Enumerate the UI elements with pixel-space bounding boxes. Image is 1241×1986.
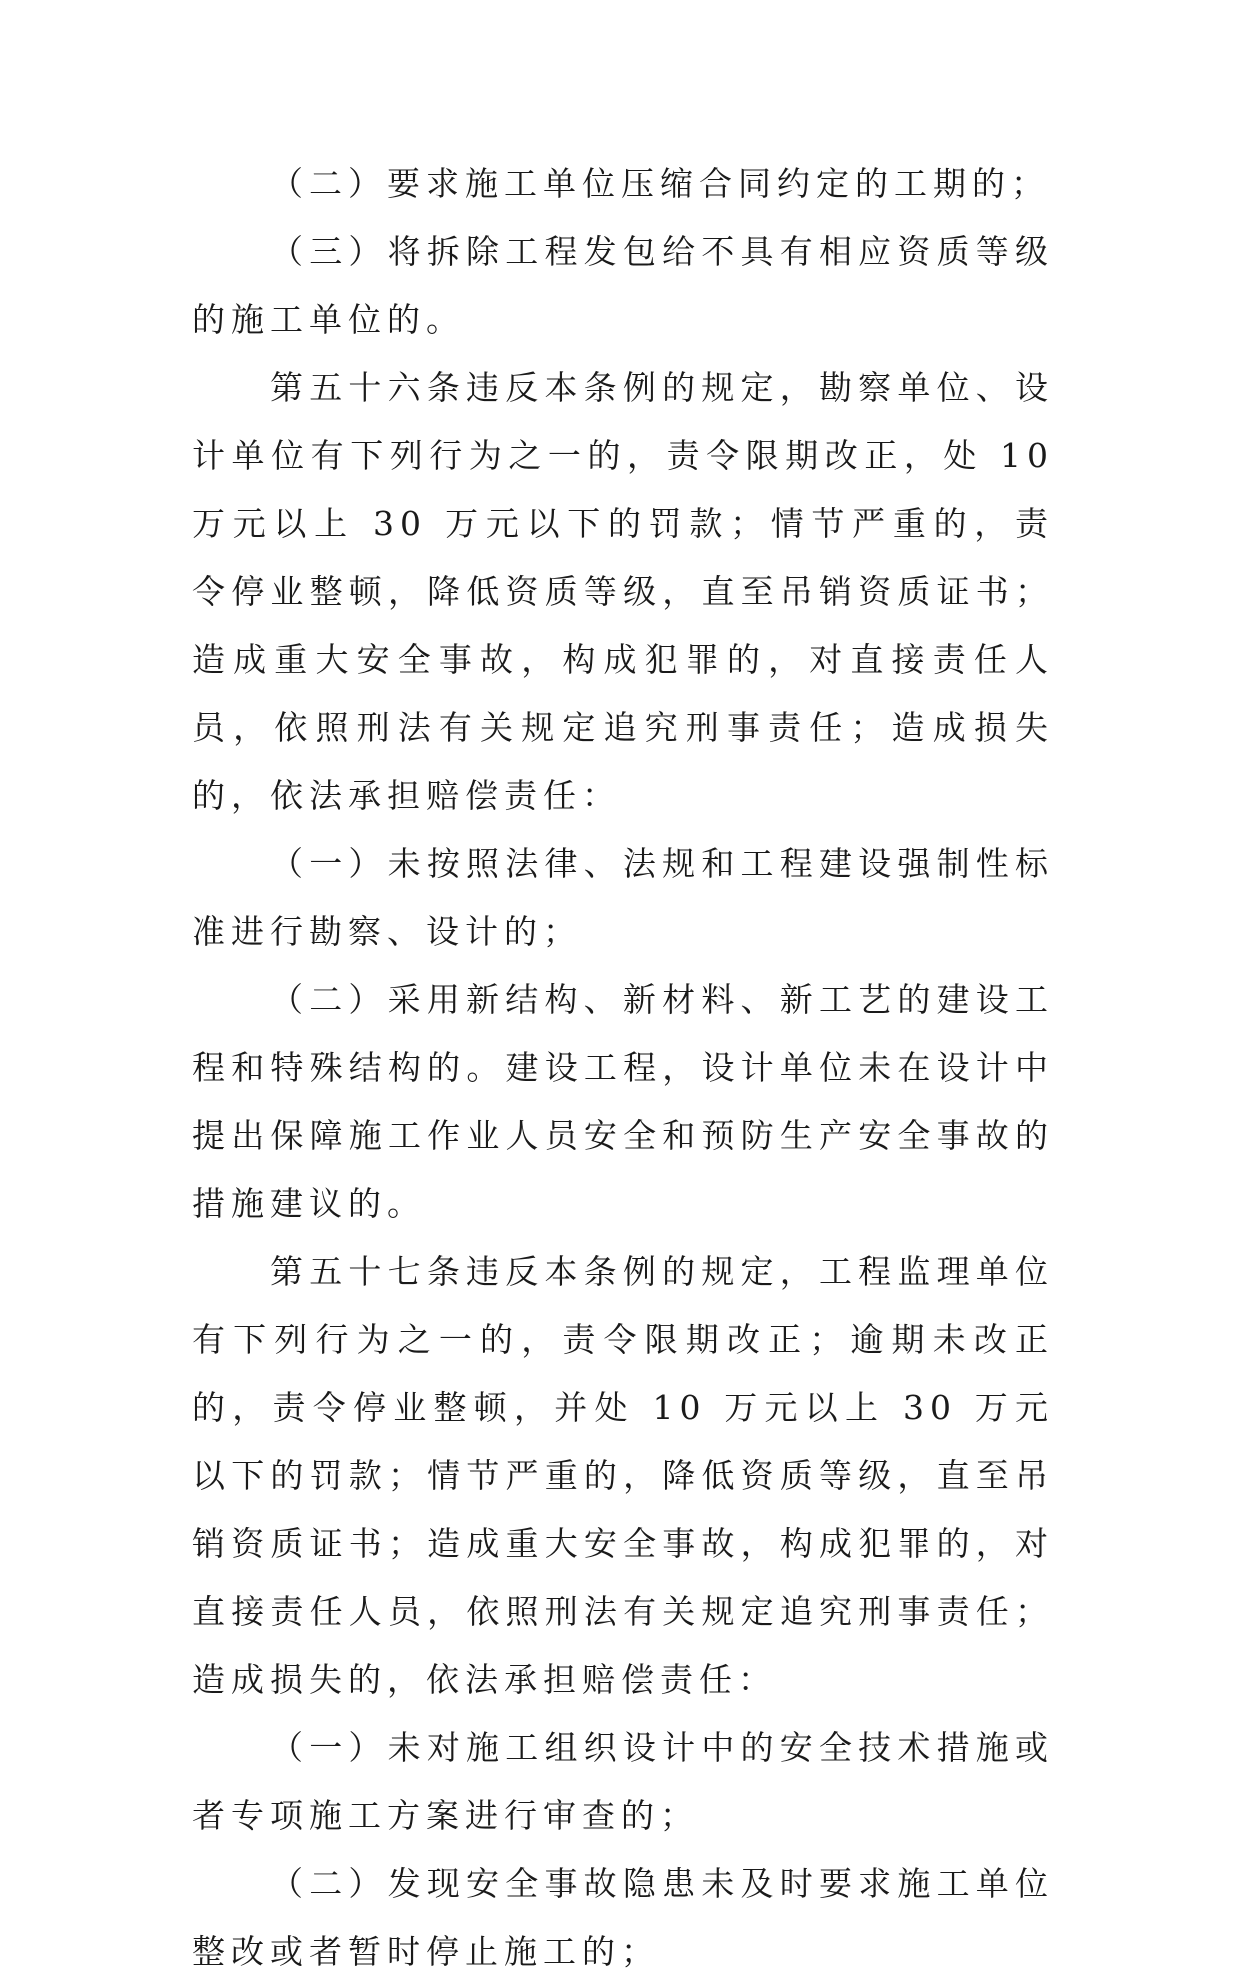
paragraph-item-3-demolition-contract: （三）将拆除工程发包给不具有相应资质等级的施工单位的。: [192, 232, 1054, 339]
paragraph-article-57: 第五十七条违反本条例的规定，工程监理单位有下列行为之一的，责令限期改正；逾期未改正的，责令停业整顿，并处 10 万元以上 30 万元以下的罚款；情节严重的，降低资质等级，直至吊销资质证书；造成重大安全事故，构成犯罪的，对直接责任人员，依照刑法有关规定追究刑事责任；造成损失的，依法承担赔偿责任：: [192, 1252, 1054, 1699]
paragraph-article-56: 第五十六条违反本条例的规定，勘察单位、设计单位有下列行为之一的，责令限期改正，处 10 万元以上 30 万元以下的罚款；情节严重的，责令停业整顿，降低资质等级，直至吊销资质证书；造成重大安全事故，构成犯罪的，对直接责任人员，依照刑法有关规定追究刑事责任；造成损失的，依法承担赔偿责任：: [192, 368, 1054, 815]
paragraph-article-56-item-2: （二）采用新结构、新材料、新工艺的建设工程和特殊结构的。建设工程，设计单位未在设计中提出保障施工作业人员安全和预防生产安全事故的措施建议的。: [192, 980, 1054, 1223]
paragraph-article-57-item-2: （二）发现安全事故隐患未及时要求施工单位整改或者暂时停止施工的；: [192, 1864, 1054, 1971]
paragraph-article-57-item-1: （一）未对施工组织设计中的安全技术措施或者专项施工方案进行审查的；: [192, 1728, 1054, 1835]
paragraph-item-2-shorten-schedule: （二）要求施工单位压缩合同约定的工期的；: [270, 164, 1050, 203]
paragraph-article-56-item-1: （一）未按照法律、法规和工程建设强制性标准进行勘察、设计的；: [192, 844, 1054, 951]
document-body: [192, 150, 1054, 1986]
